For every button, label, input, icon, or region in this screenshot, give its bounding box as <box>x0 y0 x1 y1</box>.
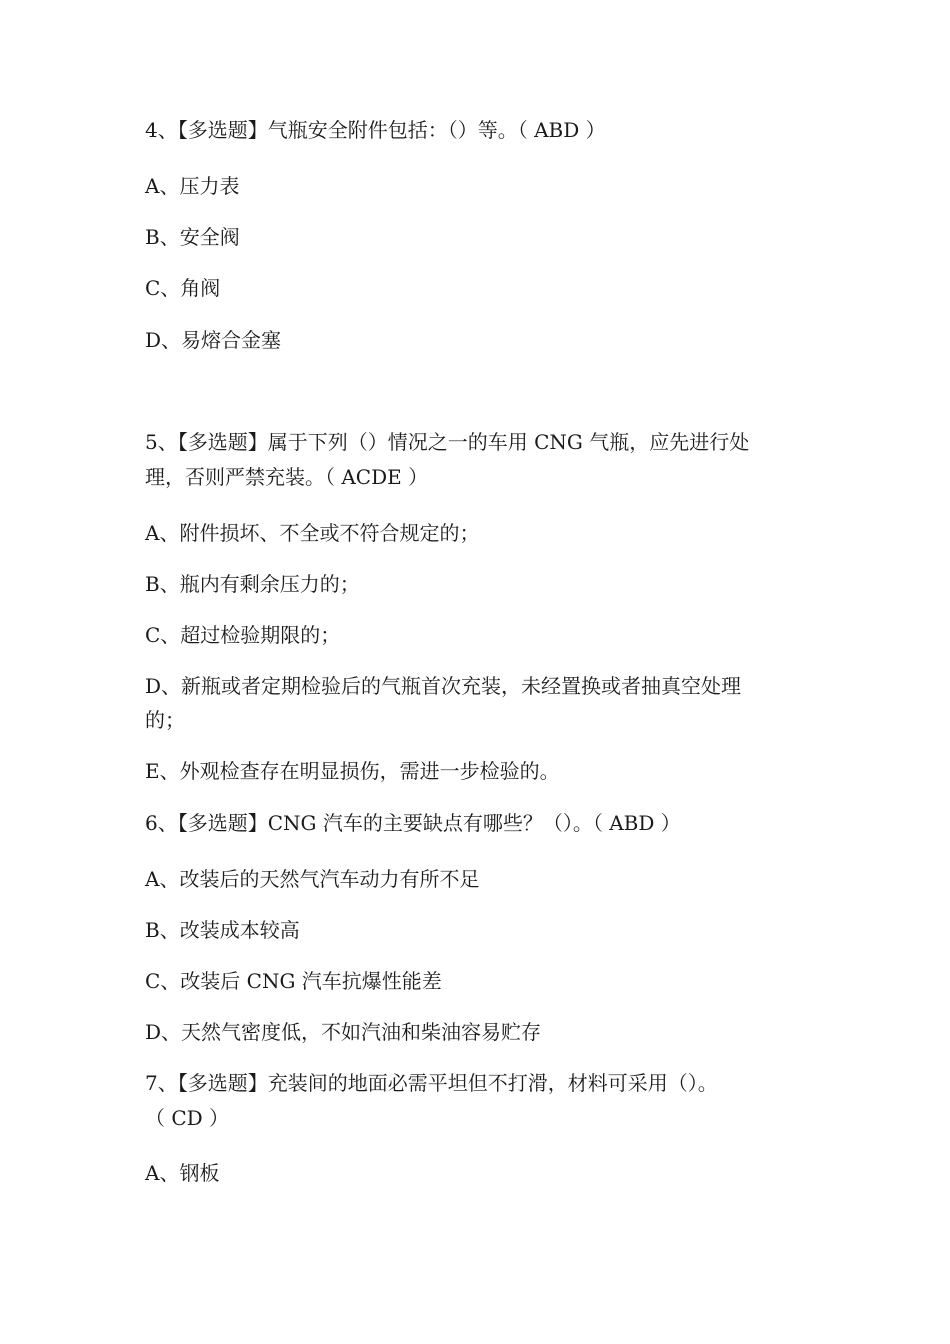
question-6-option-b: B、改装成本较高 <box>145 918 300 942</box>
question-6-option-a: A、改装后的天然气汽车动力有所不足 <box>145 867 480 891</box>
question-5-option-d-line-2: 的； <box>145 708 185 732</box>
question-4-option-a: A、压力表 <box>145 174 240 198</box>
question-5-option-d-line-1: D、新瓶或者定期检验后的气瓶首次充装，未经置换或者抽真空处理 <box>145 674 742 698</box>
question-4-stem: 4、【多选题】气瓶安全附件包括：（）等。（ ABD ） <box>145 118 606 142</box>
question-4-option-b: B、安全阀 <box>145 225 240 249</box>
question-5-option-c: C、超过检验期限的； <box>145 623 341 647</box>
question-5-option-a: A、附件损坏、不全或不符合规定的； <box>145 521 480 545</box>
question-6-stem: 6、【多选题】CNG 汽车的主要缺点有哪些？（）。（ ABD ） <box>145 811 681 835</box>
question-6-option-d: D、天然气密度低，不如汽油和柴油容易贮存 <box>145 1020 542 1044</box>
question-7-stem-line-1: 7、【多选题】充装间的地面必需平坦但不打滑，材料可采用（）。 <box>145 1071 718 1095</box>
question-5-option-e: E、外观检查存在明显损伤，需进一步检验的。 <box>145 759 560 783</box>
question-7-option-a: A、钢板 <box>145 1161 220 1185</box>
question-5-stem-line-1: 5、【多选题】属于下列（）情况之一的车用 CNG 气瓶，应先进行处 <box>145 430 750 454</box>
question-5-option-b: B、瓶内有剩余压力的； <box>145 572 360 596</box>
question-5-stem-line-2: 理，否则严禁充装。（ ACDE ） <box>145 465 429 489</box>
question-4-option-d: D、易熔合金塞 <box>145 328 282 352</box>
question-4-option-c: C、角阀 <box>145 276 221 300</box>
question-7-stem-line-2: （ CD ） <box>145 1106 230 1130</box>
question-6-option-c: C、改装后 CNG 汽车抗爆性能差 <box>145 969 442 993</box>
